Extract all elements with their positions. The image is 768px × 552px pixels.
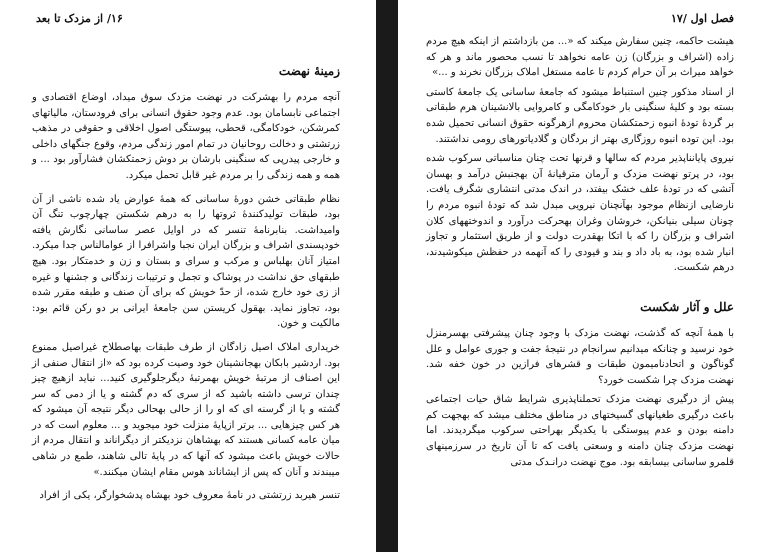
right-paragraph-2: از اسناد مذکور چنین استنباط میشود که جامعهٔ ساسانی یک جامعهٔ کاستی بسته بود و کلیهٔ سنگینی بار خودکامگی و کامروایی بالانشینان هرم طبقاتی بر گردهٔ تودهٔ انبوه زحمتکشان محروم ازهرگونه حقوق انسانی تحمیل شده بود. این توده انبوه روزگاری بهتر از بردگان و گلادیاتورهای رومی نداشتند.: [426, 86, 734, 145]
left-paragraph-4: تنسر هیربد زرتشتی در نامهٔ معروف خود بهشاه پدشخوارگر، یکی از افراد: [39, 490, 340, 502]
left-paragraph-2: نظام طبقاتی خشن دورهٔ ساسانی که همهٔ عوارض یاد شده ناشی از آن بود، طبقات تولیدکنندهٔ ثروتها را به درهم شکستن چهارچوب تنگ آن وامیداشت. بنابرنامهٔ تنسر که در اوایل عصر ساسانی نگارش یافته خودپسندی اشراف و بزرگان ایران نجبا واشرافرا از عوامالناس جدا میکرد. امتیاز آنان بهلباس و مرکب و سرای و بستان و زن و خدمتکار بود. هیچ طبقهای حق نداشت در پوشاک و تجمل و ترتیبات زندگانی و جشنها و غیره از زی خود خارج شده، از حدّ خویش که برای آن صنف و طبقه مقرر شده بود، تجاوز نماید. بهقول کریستن سن جامعهٔ ایرانی بر دو رکن قائم بود: مالکیت و خون.: [32, 193, 340, 330]
section-heading-defeat: علل و آثار شکست: [640, 299, 734, 314]
book-gutter: [376, 0, 398, 552]
right-running-head: فصل اول /۱۷: [671, 12, 734, 25]
right-page: [398, 0, 768, 552]
right-page-content: [426, 34, 734, 478]
left-paragraph-1: آنچه مردم را بهشرکت در نهضت مزدک سوق میداد، اوضاع اقتصادی و اجتماعی نابسامان بود. عدم وجود حقوق انسانی برای فرودستان، مالیاتهای کمرشکن، خودکامگی، قحطی، پیوستگی اصول اخلاقی و حقوقی در مذهب زرتشتی و دخالت روحانیان در تمام امور زندگی مردم، وقوع جنگهای داخلی و خارجی پیدرپی که سنگینی بارشان بر دوش زحمتکشان فشارآور بود ... و همه و همه زندگی را بر مردم غیر قابل تحمل میکرد.: [32, 92, 340, 181]
section-gap: [426, 284, 734, 300]
left-page: [0, 0, 376, 552]
right-paragraph-3: نیروی پایانناپذیر مردم که سالها و قرنها تحت چنان مناسباتی سرکوب شده بود، در پرتو نهضت مزدک و آرمان مترقیانهٔ آن بهجنبش درآمد و بهسان آتشی که در تودهٔ علف خشک بیفتد، در اندک مدتی انتشاری شگرف یافت. نارضایی ازنظام موجود بهآنچنان نیرویی مبدل شد که تودهٔ انبوه مردم را چونان سیلی بنیانکن، خروشان وغران بهحرکت درآورد و اندوختههای کلان اشراف و بزرگان را که با اتکا بهقدرت دولت و از طریق استثمار و تجاوز انبار شده بود، به باد داد و بند و قیودی را که آنهمه در حفظش میکوشیدند، درهم شکست.: [426, 153, 734, 274]
left-paragraph-3: خریداری املاک اصیل زادگان از طرف طبقات بهاصطلاح غیراصیل ممنوع بود. اردشیر بابکان بهجانشینان خود وصیت کرده بود که «از انتقال صنفی از این اصناف از مرتبهٔ خویش بهمرتبهٔ دیگرجلوگیری کنید... نباید ازهیچ چیز چندان ترسی داشته باشید که از سری که دم گشته و یا از دمی که سر گشته و یا از گرسنه ای که او را از حالی بهحالی دیگر نتیجه آن میشود که هر کس چیزهایی ... برتر ازپایهٔ منزلت خود میجوید و ... معلوم است که در میان عامه کسانی هستند که بهشاهان نزدیکتر از دیگراناند و انتقال مردم از حالات خویش باعث میشود که آنها که در پایهٔ تالی شاهند، طمع در شاهی میبندند و آنان که پس از ایشاناند هوس مقام ایشان میکنند.»: [32, 341, 340, 478]
right-paragraph-4: با همهٔ آنچه که گذشت، نهضت مزدک با وجود چنان پیشرفتی بهسرمنزل خود نرسید و چنانکه میدانیم سرانجام در نتیجهٔ جفت و جوری عوامل و علل گوناگون و اتحادنامیمون طبقات و قشرهای فرازین در خون خفه شد. نهضت مزدک چرا شکست خورد؟: [426, 327, 734, 386]
right-paragraph-5: پیش از درگیری نهضت مزدک تحملناپذیری شرایط شاق حیات اجتماعی باعث درگیری طغیانهای گسیختهای در مناطق مختلف میشد که بهجهت کم دامنه بودن و عدم پیوستگی با یکدیگر بهراحتی سرکوب میگردیدند. اما نهضت مزدک چنان دامنه و وسعتی یافت که تا آن تاریخ در سرزمینهای قلمرو ساسانی بیسابقه بود. موج نهضت درانـدک مدتی: [426, 394, 734, 468]
left-running-head: ۱۶/ از مزدک تا بعد: [36, 12, 123, 25]
section-heading-background: زمینهٔ نهضت: [278, 64, 340, 78]
left-page-content: [32, 64, 340, 512]
right-paragraph-1: هیشت حاکمه، چنین سفارش میکند که «... من بازداشتم از اینکه هیچ مردم زاده (اشراف و بزرگان) زن عامه نخواهد تا نسب محصور ماند و هر که خواهد میراث بر آن حرام کردم تا عامه مستغل املاک بزرگان نخرند و ...»: [426, 36, 734, 79]
